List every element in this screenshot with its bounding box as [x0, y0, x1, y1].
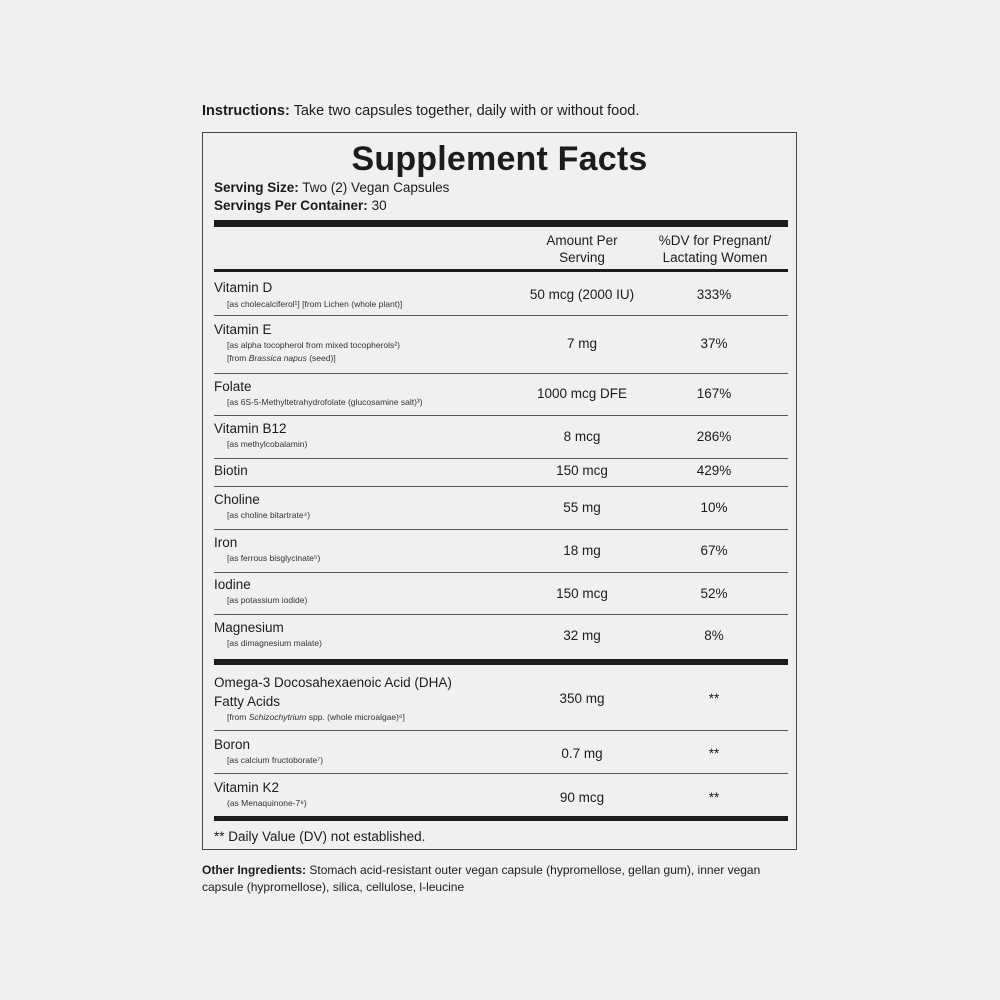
- column-header-amount-line2: Serving: [559, 250, 605, 265]
- instructions-text: Take two capsules together, daily with or without food.: [293, 103, 640, 119]
- bottom-divider: [214, 816, 788, 821]
- nutrient-amount: 1000 mcg DFE: [536, 386, 628, 401]
- nutrient-name: Iron: [214, 535, 238, 550]
- serving-size-value: Two (2) Vegan Capsules: [302, 180, 450, 195]
- column-header-amount-line1: Amount Per: [546, 233, 618, 248]
- top-divider: [214, 220, 788, 227]
- nutrient-amount: 55 mg: [563, 500, 601, 515]
- column-header-dv-line2: Lactating Women: [662, 250, 768, 265]
- nutrient-source: [as cholecalciferol¹] [from Lichen (whole plant)]: [227, 299, 403, 309]
- nutrient-source: [as 6S-5-Methyltetrahydrofolate (glucosamine salt)³): [227, 397, 423, 407]
- row-divider: [214, 529, 788, 530]
- row-divider: [214, 458, 788, 459]
- nutrient-dv: 333%: [696, 287, 732, 302]
- row-divider: [214, 730, 788, 731]
- nutrient-name: Boron: [214, 737, 251, 752]
- nutrient-amount: 8 mcg: [563, 429, 601, 444]
- column-header-dv-line1: %DV for Pregnant/: [658, 233, 772, 248]
- nutrient-source: (as Menaquinone-7⁸): [227, 798, 307, 808]
- row-divider: [214, 773, 788, 774]
- nutrient-dv: 67%: [700, 543, 728, 558]
- nutrient-amount: 32 mg: [563, 628, 601, 643]
- serving-size: [214, 179, 449, 197]
- section-divider: [214, 659, 788, 665]
- other-ingredients-label: Other Ingredients:: [202, 863, 307, 877]
- nutrient-name: Magnesium: [214, 620, 284, 635]
- nutrient-amount: 7 mg: [566, 336, 597, 351]
- column-header-dv: [653, 232, 777, 266]
- nutrient-amount: 90 mcg: [559, 790, 605, 805]
- row-divider: [214, 415, 788, 416]
- servings-per-container-label: Servings Per Container:: [214, 198, 368, 213]
- nutrient-dv: 52%: [700, 586, 728, 601]
- nutrient-amount: 150 mcg: [556, 586, 608, 601]
- nutrient-amount: 18 mg: [563, 543, 601, 558]
- nutrient-source: [as choline bitartrate⁴): [227, 510, 311, 520]
- panel-title: Supplement Facts: [351, 140, 648, 178]
- nutrient-amount: 0.7 mg: [561, 746, 603, 761]
- servings-per-container: [214, 197, 387, 215]
- nutrient-name: Omega-3 Docosahexaenoic Acid (DHA): [214, 675, 452, 690]
- nutrient-name: Iodine: [214, 577, 251, 592]
- nutrient-source: [as methylcobalamin): [227, 439, 308, 449]
- other-ingredients-text: Stomach acid-resistant outer vegan capsule (hypromellose, gellan gum), inner vegan capsule (hypromellose), silica, cellulose, l-leucine: [202, 863, 761, 894]
- nutrient-name: Choline: [214, 492, 260, 507]
- dv-footnote: ** Daily Value (DV) not established.: [214, 829, 426, 844]
- nutrient-name: Vitamin E: [214, 322, 272, 337]
- nutrient-name: Biotin: [214, 463, 248, 478]
- nutrient-source: [as ferrous bisglycinate⁵): [227, 553, 321, 563]
- header-divider: [214, 269, 788, 272]
- nutrient-amount: 50 mcg (2000 IU): [529, 287, 635, 302]
- nutrient-name: Folate: [214, 379, 252, 394]
- row-divider: [214, 614, 788, 615]
- nutrient-name: Vitamin D: [214, 280, 273, 295]
- row-divider: [214, 373, 788, 374]
- nutrient-source: [as calcium fructoborate⁷): [227, 755, 324, 765]
- nutrient-dv: 8%: [704, 628, 724, 643]
- row-divider: [214, 315, 788, 316]
- nutrient-name: Vitamin K2: [214, 780, 280, 795]
- nutrient-dv: 286%: [696, 429, 732, 444]
- nutrient-dv: 37%: [700, 336, 728, 351]
- nutrient-dv: 10%: [700, 500, 728, 515]
- nutrient-source-line2: [from Brassica napus (seed)]: [227, 353, 336, 363]
- servings-per-container-value: 30: [371, 198, 387, 213]
- other-ingredients: [202, 862, 802, 896]
- nutrient-name: Vitamin B12: [214, 421, 287, 436]
- serving-size-label: Serving Size:: [214, 180, 299, 195]
- nutrient-name-line2: Fatty Acids: [214, 694, 281, 709]
- instructions: [202, 101, 639, 121]
- row-divider: [214, 572, 788, 573]
- nutrient-source: [as dimagnesium malate): [227, 638, 322, 648]
- nutrient-dv: 167%: [696, 386, 732, 401]
- nutrient-source: [as potassium iodide): [227, 595, 308, 605]
- nutrient-source: [from Schizochytrium spp. (whole microalgae)⁶]: [227, 712, 405, 722]
- nutrient-dv: **: [708, 746, 720, 761]
- nutrient-dv: **: [708, 691, 720, 706]
- nutrient-amount: 150 mcg: [556, 463, 608, 478]
- supplement-facts-panel: [202, 132, 797, 850]
- instructions-label: Instructions:: [202, 103, 290, 119]
- nutrient-amount: 350 mg: [559, 691, 605, 706]
- nutrient-dv: 429%: [696, 463, 732, 478]
- nutrient-dv: **: [708, 790, 720, 805]
- row-divider: [214, 486, 788, 487]
- nutrient-source: [as alpha tocopherol from mixed tocopherols²): [227, 340, 400, 350]
- column-header-amount: [504, 232, 660, 266]
